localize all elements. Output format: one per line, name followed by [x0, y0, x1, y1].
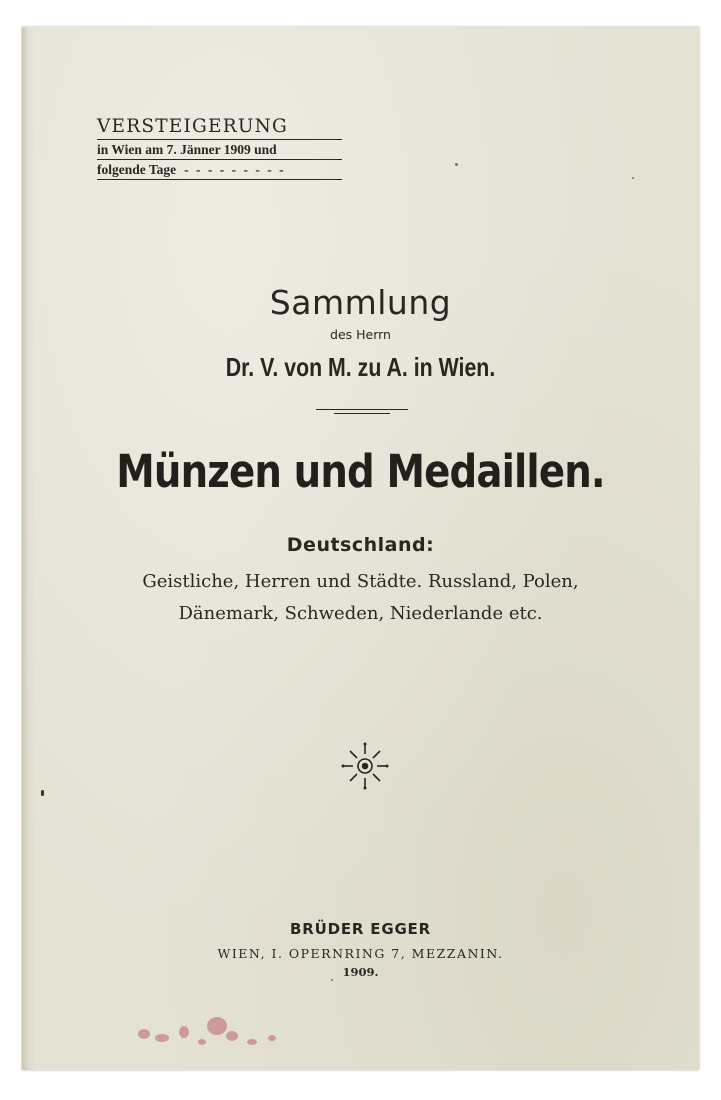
binding-hole — [41, 790, 44, 796]
paper-speck — [331, 979, 333, 981]
auction-days-label: folgende Tage — [97, 162, 177, 177]
auction-date-line: in Wien am 7. Jänner 1909 und — [97, 142, 277, 157]
catalog-description-line-1: Geistliche, Herren und Städte. Russland, Polen, — [142, 571, 579, 592]
collection-preposition: des Herrn — [330, 327, 391, 342]
auction-dashes: - - - - - - - - - — [184, 162, 286, 177]
auction-rule-bottom — [97, 179, 342, 180]
auction-notice — [97, 115, 342, 180]
title-divider — [316, 409, 408, 414]
publication-year: 1909. — [342, 965, 379, 979]
paper-speck — [632, 177, 634, 179]
catalog-cover — [22, 27, 699, 1070]
collection-heading: Sammlung — [269, 283, 452, 322]
paper-speck — [455, 163, 458, 166]
ornament-icon — [340, 741, 390, 791]
catalog-description-line-2: Dänemark, Schweden, Niederlande etc. — [178, 603, 543, 624]
catalog-subtitle: Deutschland: — [286, 534, 435, 556]
auction-title: VERSTEIGERUNG — [97, 116, 288, 137]
catalog-title: Münzen und Medaillen. — [116, 445, 605, 498]
publisher-address: WIEN, I. OPERNRING 7, MEZZANIN. — [217, 946, 504, 961]
publisher-name: BRÜDER EGGER — [290, 920, 431, 938]
stamp-mark — [132, 1012, 312, 1052]
collection-owner: Dr. V. von M. zu A. in Wien. — [225, 352, 496, 382]
auction-days-line — [97, 160, 342, 179]
